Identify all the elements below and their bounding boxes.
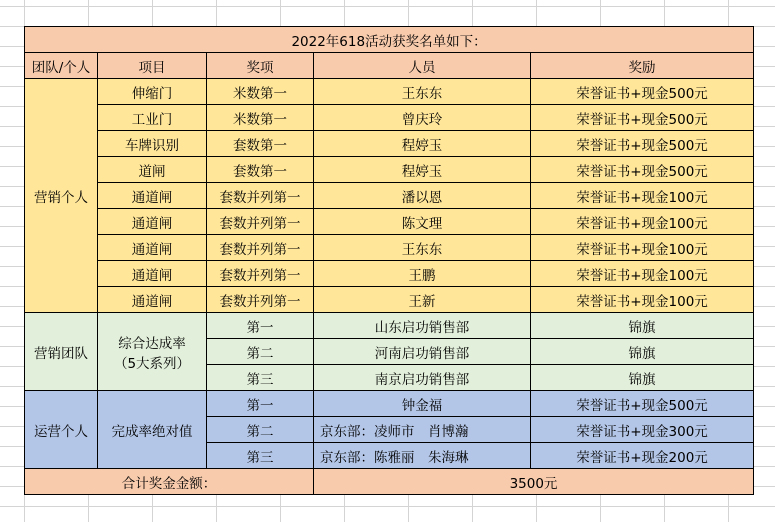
group-label-marketing-team[interactable]: 营销团队 bbox=[25, 313, 98, 391]
cell-project[interactable]: 车牌识别 bbox=[98, 131, 207, 157]
cell-reward[interactable]: 荣誉证书+现金100元 bbox=[531, 183, 754, 209]
cell-project-comprehensive-rate[interactable] bbox=[98, 313, 207, 391]
cell-person[interactable]: 王鹏 bbox=[314, 261, 531, 287]
cell-award[interactable]: 套数并列第一 bbox=[207, 287, 314, 313]
table-row bbox=[25, 261, 754, 287]
group-label-marketing-individual[interactable]: 营销个人 bbox=[25, 79, 98, 313]
cell-award[interactable]: 第三 bbox=[207, 443, 314, 469]
project-note: （5大系列） bbox=[113, 355, 191, 372]
total-row bbox=[25, 469, 754, 495]
cell-person[interactable]: 山东启功销售部 bbox=[314, 313, 531, 339]
cell-reward[interactable]: 荣誉证书+现金100元 bbox=[531, 287, 754, 313]
cell-award[interactable]: 套数并列第一 bbox=[207, 235, 314, 261]
person-text: 朱海琳 bbox=[428, 449, 469, 466]
cell-person[interactable]: 王东东 bbox=[314, 235, 531, 261]
cell-reward[interactable]: 荣誉证书+现金500元 bbox=[531, 79, 754, 105]
cell-person-with-dept[interactable] bbox=[314, 417, 531, 443]
cell-award[interactable]: 第二 bbox=[207, 339, 314, 365]
total-label[interactable]: 合计奖金金额： bbox=[25, 469, 314, 495]
cell-award[interactable]: 第三 bbox=[207, 365, 314, 391]
table-row bbox=[25, 391, 754, 417]
header-project[interactable]: 项目 bbox=[98, 53, 207, 79]
cell-person[interactable]: 程婷玉 bbox=[314, 157, 531, 183]
cell-project[interactable]: 通道闸 bbox=[98, 235, 207, 261]
cell-project[interactable]: 工业门 bbox=[98, 105, 207, 131]
cell-person[interactable]: 潘以恩 bbox=[314, 183, 531, 209]
table-row bbox=[25, 79, 754, 105]
dept-text: 京东部：陈雅丽 bbox=[320, 449, 415, 466]
cell-reward[interactable]: 荣誉证书+现金100元 bbox=[531, 261, 754, 287]
cell-project-completion-rate[interactable]: 完成率绝对值 bbox=[98, 391, 207, 469]
header-team-individual[interactable]: 团队/个人 bbox=[25, 53, 98, 79]
table-row bbox=[25, 183, 754, 209]
cell-reward[interactable]: 锦旗 bbox=[531, 313, 754, 339]
cell-reward[interactable]: 荣誉证书+现金300元 bbox=[531, 417, 754, 443]
cell-person[interactable]: 河南启功销售部 bbox=[314, 339, 531, 365]
cell-reward[interactable]: 荣誉证书+现金200元 bbox=[531, 443, 754, 469]
cell-reward[interactable]: 荣誉证书+现金500元 bbox=[531, 157, 754, 183]
table-row bbox=[25, 287, 754, 313]
cell-person[interactable]: 钟金福 bbox=[314, 391, 531, 417]
table-row bbox=[25, 131, 754, 157]
cell-project[interactable]: 通道闸 bbox=[98, 287, 207, 313]
cell-award[interactable]: 套数并列第一 bbox=[207, 261, 314, 287]
header-person[interactable]: 人员 bbox=[314, 53, 531, 79]
cell-award[interactable]: 第二 bbox=[207, 417, 314, 443]
cell-person[interactable]: 陈文理 bbox=[314, 209, 531, 235]
title-row bbox=[25, 27, 754, 53]
total-value[interactable]: 3500元 bbox=[314, 469, 754, 495]
table-row bbox=[25, 105, 754, 131]
cell-award[interactable]: 米数第一 bbox=[207, 79, 314, 105]
cell-award[interactable]: 第一 bbox=[207, 391, 314, 417]
table-row bbox=[25, 235, 754, 261]
cell-person[interactable]: 程婷玉 bbox=[314, 131, 531, 157]
cell-reward[interactable]: 锦旗 bbox=[531, 365, 754, 391]
cell-project[interactable]: 伸缩门 bbox=[98, 79, 207, 105]
cell-project[interactable]: 通道闸 bbox=[98, 183, 207, 209]
cell-reward[interactable]: 荣誉证书+现金500元 bbox=[531, 131, 754, 157]
header-row bbox=[25, 53, 754, 79]
cell-project[interactable]: 通道闸 bbox=[98, 261, 207, 287]
table-row bbox=[25, 209, 754, 235]
award-table bbox=[24, 26, 754, 495]
table-row bbox=[25, 157, 754, 183]
cell-person[interactable]: 南京启功销售部 bbox=[314, 365, 531, 391]
table-row bbox=[25, 313, 754, 339]
cell-reward[interactable]: 锦旗 bbox=[531, 339, 754, 365]
cell-award[interactable]: 米数第一 bbox=[207, 105, 314, 131]
cell-reward[interactable]: 荣誉证书+现金500元 bbox=[531, 391, 754, 417]
person-text: 肖博瀚 bbox=[428, 423, 469, 440]
cell-reward[interactable]: 荣誉证书+现金100元 bbox=[531, 235, 754, 261]
cell-project[interactable]: 通道闸 bbox=[98, 209, 207, 235]
cell-award[interactable]: 套数第一 bbox=[207, 157, 314, 183]
group-label-operations-individual[interactable]: 运营个人 bbox=[25, 391, 98, 469]
cell-reward[interactable]: 荣誉证书+现金100元 bbox=[531, 209, 754, 235]
table-title[interactable]: 2022年618活动获奖名单如下： bbox=[25, 27, 754, 53]
cell-award[interactable]: 套数并列第一 bbox=[207, 209, 314, 235]
cell-award[interactable]: 套数第一 bbox=[207, 131, 314, 157]
cell-reward[interactable]: 荣誉证书+现金500元 bbox=[531, 105, 754, 131]
header-reward[interactable]: 奖励 bbox=[531, 53, 754, 79]
header-award[interactable]: 奖项 bbox=[207, 53, 314, 79]
cell-person[interactable]: 王东东 bbox=[314, 79, 531, 105]
dept-text: 京东部：凌师市 bbox=[320, 423, 415, 440]
cell-award[interactable]: 套数并列第一 bbox=[207, 183, 314, 209]
cell-person-with-dept[interactable] bbox=[314, 443, 531, 469]
cell-person[interactable]: 王新 bbox=[314, 287, 531, 313]
cell-person[interactable]: 曾庆玲 bbox=[314, 105, 531, 131]
cell-project[interactable]: 道闸 bbox=[98, 157, 207, 183]
cell-award[interactable]: 第一 bbox=[207, 313, 314, 339]
project-name: 综合达成率 bbox=[118, 335, 186, 352]
